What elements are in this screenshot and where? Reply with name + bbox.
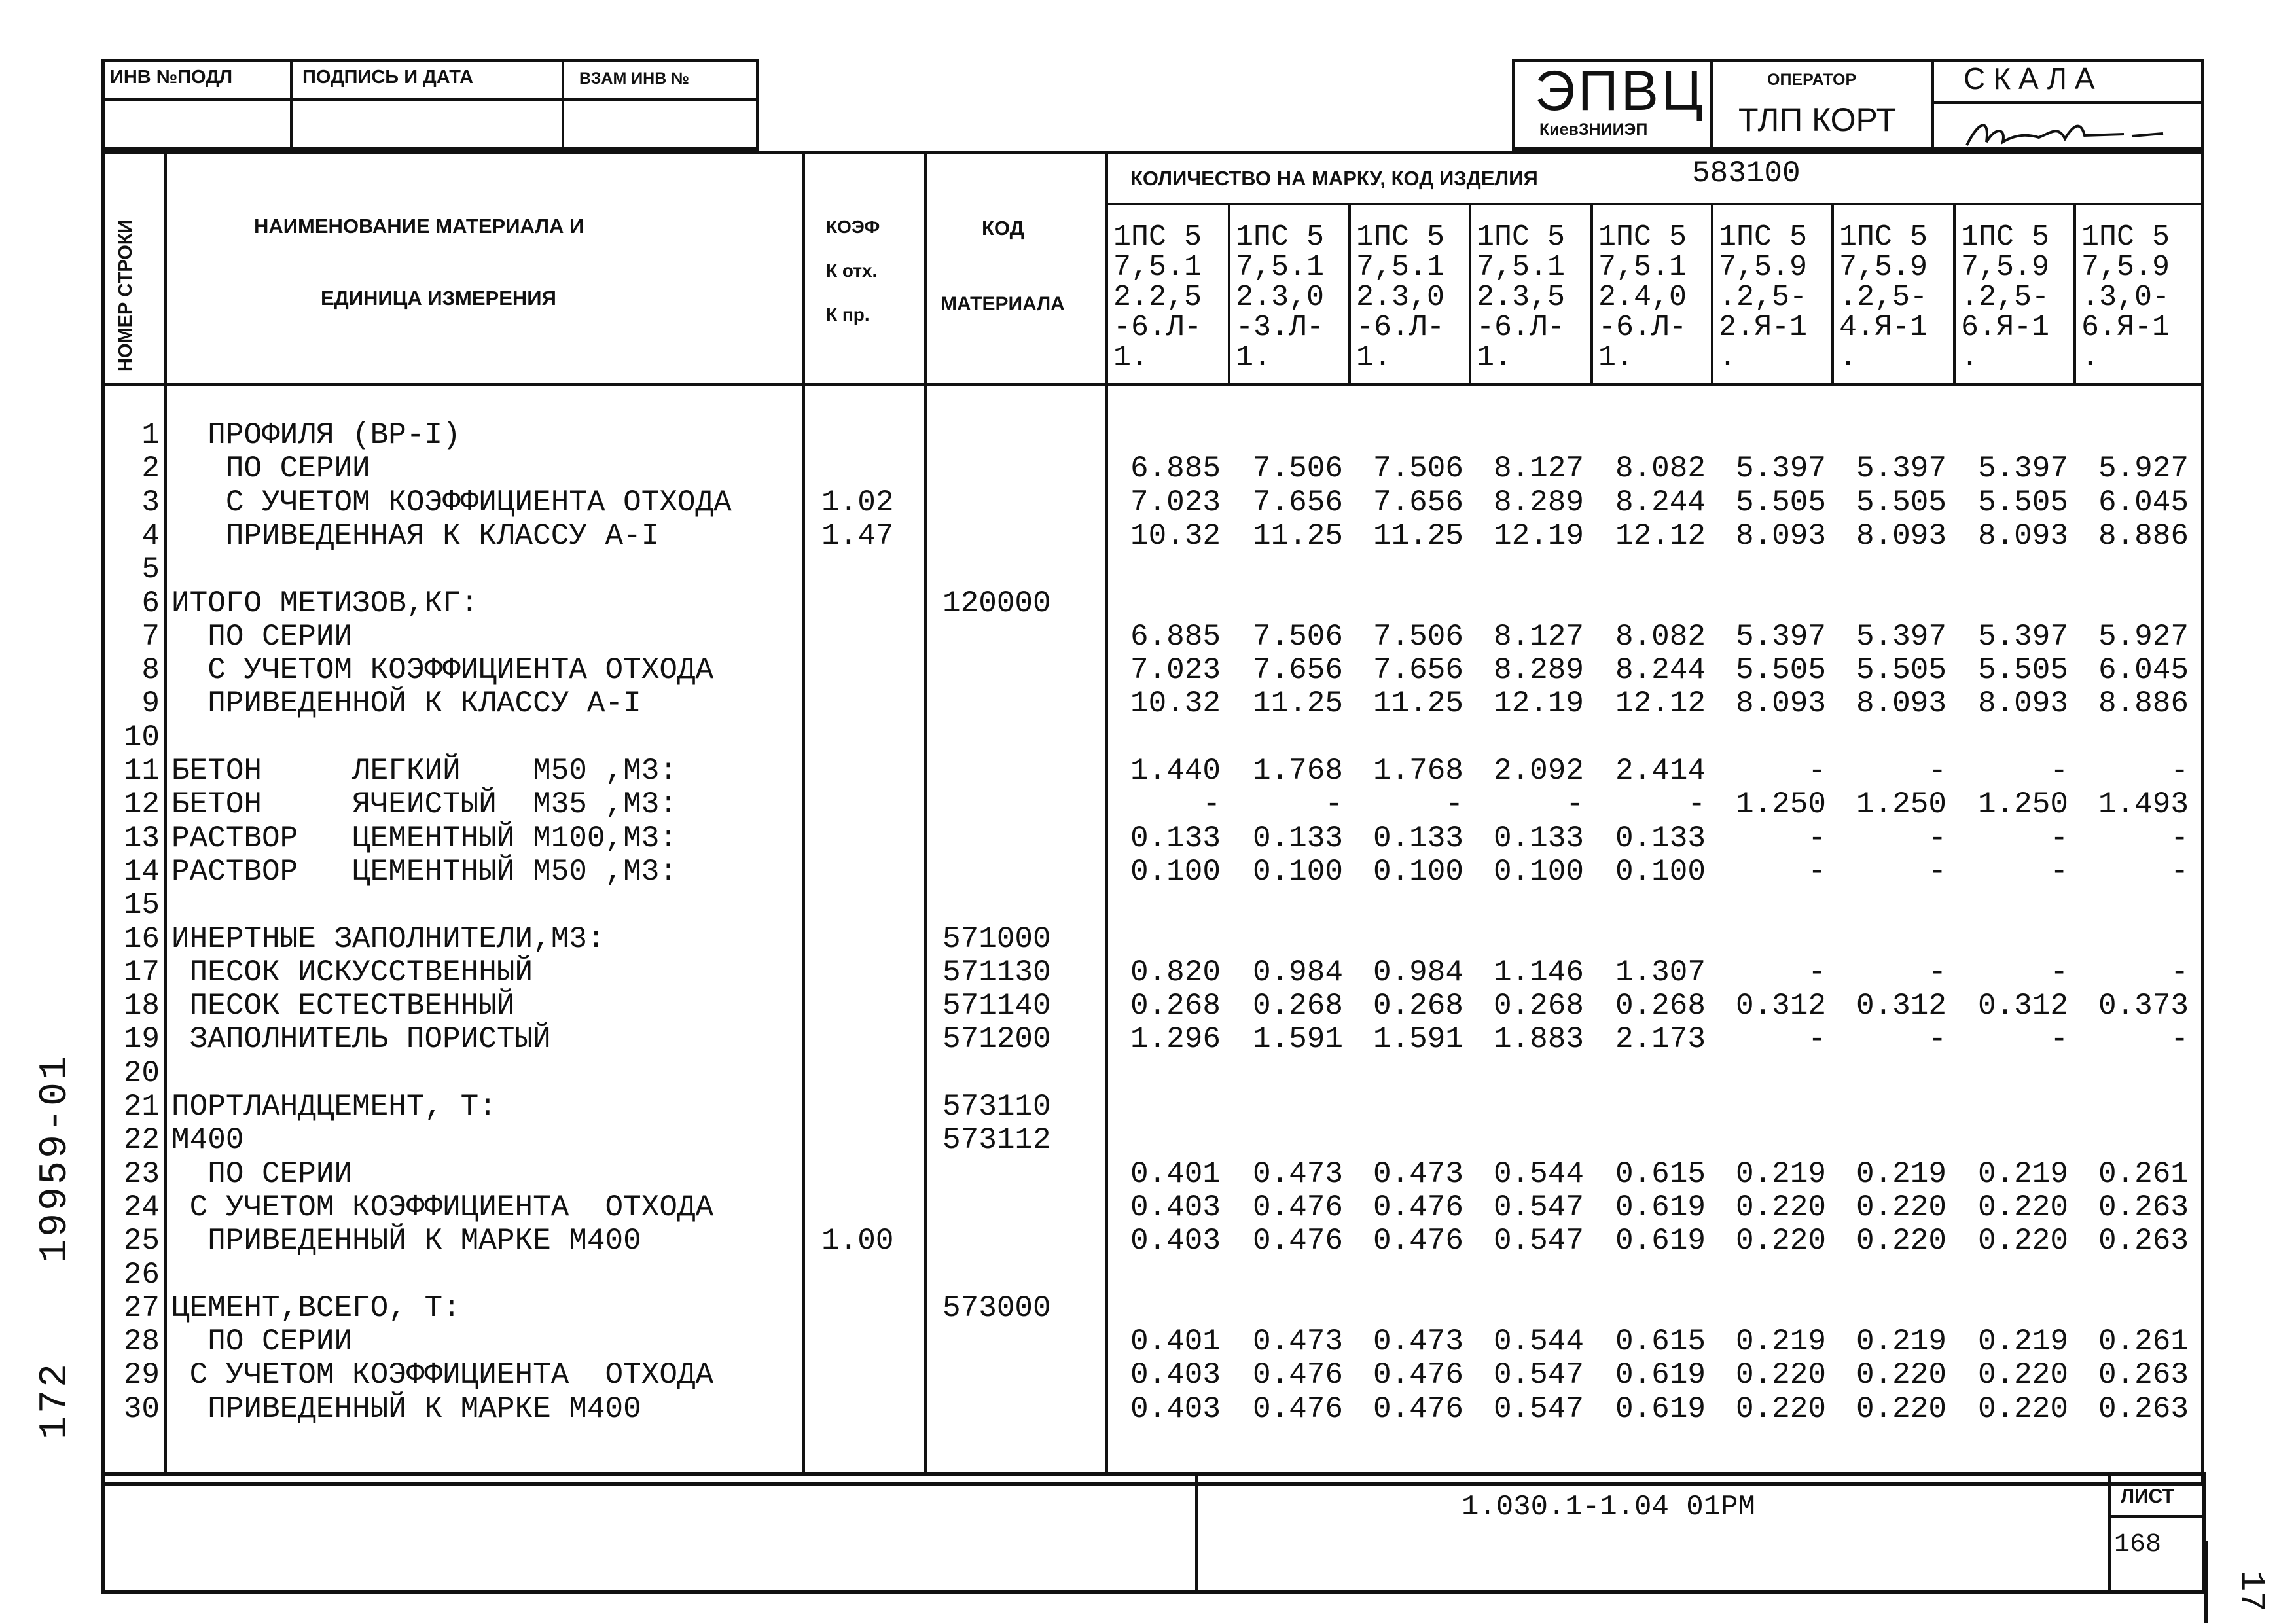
header-row-number: НОМЕР СТРОКИ: [115, 219, 136, 372]
row-material-code: 571140: [942, 989, 1051, 1024]
product-column-header: 1ПС 5 7,5.1 2.3,0 -6.Л- 1.: [1356, 221, 1445, 374]
row-value-cell: 0.220: [1977, 1391, 2068, 1426]
row-value-cell: -: [1928, 754, 1946, 788]
row-material-name: ПЕСОК ИСКУССТВЕННЫЙ: [171, 955, 533, 990]
row-value-cell: -: [1928, 854, 1946, 889]
row-value-cell: 0.268: [1130, 989, 1221, 1024]
header-code-line1: КОД: [982, 217, 1024, 240]
row-value-cell: 0.261: [2098, 1325, 2189, 1359]
row-number: 9: [141, 687, 160, 721]
row-value-cell: 1.440: [1130, 754, 1221, 788]
margin-left-code: 19959-01: [33, 1053, 78, 1263]
product-column-header: 1ПС 5 7,5.9 .2,5- 6.Я-1 .: [1961, 221, 2050, 374]
row-material-name: С УЧЕТОМ КОЭФФИЦИЕНТА ОТХОДА: [171, 1358, 714, 1393]
row-value-cell: 1.250: [1735, 787, 1826, 822]
row-value-cell: -: [2170, 754, 2189, 788]
row-value-cell: 0.263: [2098, 1358, 2189, 1393]
row-value-cell: 1.250: [1856, 787, 1946, 822]
org-name: ЭПВЦ: [1535, 60, 1706, 122]
row-number: 24: [123, 1190, 160, 1224]
row-number: 10: [123, 720, 160, 755]
row-value-cell: 0.263: [2098, 1224, 2189, 1258]
product-column-header: 1ПС 5 7,5.1 2.3,0 -3.Л- 1.: [1236, 221, 1325, 374]
row-number: 28: [123, 1325, 160, 1359]
row-value-cell: 8.127: [1493, 452, 1584, 486]
row-material-name: ПО СЕРИИ: [171, 1325, 353, 1359]
row-number: 23: [123, 1156, 160, 1191]
row-material-code: 120000: [942, 586, 1051, 620]
row-material-name: ИНЕРТНЫЕ ЗАПОЛНИТЕЛИ,М3:: [171, 921, 605, 956]
row-number: 7: [141, 619, 160, 654]
product-column-header: 1ПС 5 7,5.9 .2,5- 2.Я-1 .: [1719, 221, 1808, 374]
row-material-name: ПЕСОК ЕСТЕСТВЕННЫЙ: [171, 989, 515, 1024]
product-column-header: 1ПС 5 7,5.9 .2,5- 4.Я-1 .: [1839, 221, 1928, 374]
row-material-name: БЕТОН ЛЕГКИЙ М50 ,М3:: [171, 754, 677, 788]
margin-right-page: 17: [2232, 1571, 2270, 1612]
operator-label: ОПЕРАТОР: [1767, 71, 1857, 89]
row-value-cell: 0.220: [1735, 1190, 1826, 1224]
row-value-cell: 0.219: [1977, 1325, 2068, 1359]
row-material-name: РАСТВОР ЦЕМЕНТНЫЙ М100,М3:: [171, 821, 677, 855]
row-value-cell: -: [1566, 787, 1584, 822]
row-value-cell: 5.505: [1977, 485, 2068, 520]
row-number: 5: [141, 552, 160, 587]
row-value-cell: 0.268: [1372, 989, 1463, 1024]
row-value-cell: 0.547: [1493, 1391, 1584, 1426]
row-material-name: ПРИВЕДЕННЫЙ К МАРКЕ М400: [171, 1224, 641, 1258]
row-value-cell: 8.093: [1977, 518, 2068, 553]
row-value-cell: 0.403: [1130, 1358, 1221, 1393]
row-value-cell: 5.397: [1977, 619, 2068, 654]
row-value-cell: 5.505: [1735, 653, 1826, 688]
row-material-name: ПРОФИЛЯ (ВР-I): [171, 418, 461, 452]
row-value-cell: -: [1808, 1022, 1826, 1057]
row-value-cell: 10.32: [1130, 518, 1221, 553]
row-value-cell: 0.476: [1372, 1358, 1463, 1393]
row-value-cell: 0.473: [1372, 1325, 1463, 1359]
system-name: СКАЛА: [1964, 62, 2103, 96]
row-value-cell: 0.100: [1372, 854, 1463, 889]
row-value-cell: 6.885: [1130, 452, 1221, 486]
row-material-name: С УЧЕТОМ КОЭФФИЦИЕНТА ОТХОДА: [171, 485, 732, 520]
row-value-cell: 0.312: [1977, 989, 2068, 1024]
row-value-cell: 0.100: [1493, 854, 1584, 889]
row-value-cell: 12.19: [1493, 687, 1584, 721]
row-number: 16: [123, 921, 160, 956]
row-value-cell: 0.984: [1372, 955, 1463, 990]
header-bottom-line: [101, 383, 2204, 386]
footer-sheet-label: ЛИСТ: [2121, 1486, 2174, 1507]
row-number: 18: [123, 989, 160, 1024]
row-value-cell: 1.493: [2098, 787, 2189, 822]
row-value-cell: 0.133: [1130, 821, 1221, 855]
row-value-cell: 0.220: [1856, 1224, 1946, 1258]
row-value-cell: 1.768: [1252, 754, 1343, 788]
row-value-cell: 8.082: [1615, 452, 1706, 486]
row-material-name: С УЧЕТОМ КОЭФФИЦИЕНТА ОТХОДА: [171, 653, 714, 688]
row-material-name: ПРИВЕДЕННАЯ К КЛАССУ А-I: [171, 518, 660, 553]
row-value-cell: 0.268: [1615, 989, 1706, 1024]
operator-value: ТЛП КОРТ: [1738, 101, 1897, 138]
row-value-cell: 0.476: [1252, 1224, 1343, 1258]
footer-sheet-number: 168: [2114, 1530, 2162, 1560]
row-value-cell: 0.268: [1252, 989, 1343, 1024]
row-value-cell: 0.476: [1252, 1391, 1343, 1426]
row-value-cell: 5.397: [1856, 452, 1946, 486]
row-value-cell: 0.100: [1130, 854, 1221, 889]
row-value-cell: 12.12: [1615, 687, 1706, 721]
row-value-cell: 1.591: [1372, 1022, 1463, 1057]
row-value-cell: 8.289: [1493, 485, 1584, 520]
header-name-line1: НАИМЕНОВАНИЕ МАТЕРИАЛА И: [254, 215, 584, 238]
row-value-cell: 0.547: [1493, 1190, 1584, 1224]
header-coef-line3: К пр.: [826, 304, 870, 325]
row-value-cell: 0.401: [1130, 1156, 1221, 1191]
row-value-cell: 0.220: [1977, 1224, 2068, 1258]
row-number: 21: [123, 1090, 160, 1124]
row-value-cell: 0.100: [1252, 854, 1343, 889]
row-material-name: ЗАПОЛНИТЕЛЬ ПОРИСТЫЙ: [171, 1022, 551, 1057]
row-value-cell: -: [1202, 787, 1221, 822]
row-value-cell: 5.505: [1856, 653, 1946, 688]
row-value-cell: 0.220: [1735, 1224, 1826, 1258]
row-value-cell: 2.173: [1615, 1022, 1706, 1057]
row-value-cell: 0.476: [1252, 1190, 1343, 1224]
row-value-cell: 11.25: [1372, 687, 1463, 721]
row-value-cell: 0.476: [1372, 1391, 1463, 1426]
row-value-cell: 0.219: [1977, 1156, 2068, 1191]
row-number: 6: [141, 586, 160, 620]
row-material-name: ПО СЕРИИ: [171, 1156, 353, 1191]
podpis-data-label: ПОДПИСЬ И ДАТА: [302, 67, 474, 88]
row-coef: 1.00: [821, 1224, 894, 1258]
row-value-cell: 0.473: [1252, 1156, 1343, 1191]
row-value-cell: 1.883: [1493, 1022, 1584, 1057]
row-value-cell: 0.547: [1493, 1358, 1584, 1393]
row-number: 17: [123, 955, 160, 990]
row-value-cell: 0.219: [1735, 1325, 1826, 1359]
row-value-cell: 7.023: [1130, 653, 1221, 688]
row-number: 22: [123, 1123, 160, 1158]
row-value-cell: 8.289: [1493, 653, 1584, 688]
row-value-cell: 0.220: [1977, 1190, 2068, 1224]
row-number: 12: [123, 787, 160, 822]
row-value-cell: 0.133: [1372, 821, 1463, 855]
row-value-cell: -: [2170, 854, 2189, 889]
row-number: 27: [123, 1291, 160, 1325]
row-value-cell: 7.506: [1252, 452, 1343, 486]
row-material-name: ПРИВЕДЕННЫЙ К МАРКЕ М400: [171, 1391, 641, 1426]
row-material-name: ЦЕМЕНТ,ВСЕГО, Т:: [171, 1291, 461, 1325]
row-value-cell: 1.307: [1615, 955, 1706, 990]
row-material-code: 571000: [942, 921, 1051, 956]
row-material-name: ИТОГО МЕТИЗОВ,КГ:: [171, 586, 479, 620]
row-number: 11: [123, 754, 160, 788]
row-value-cell: 0.619: [1615, 1391, 1706, 1426]
row-value-cell: 0.403: [1130, 1190, 1221, 1224]
row-value-cell: 0.312: [1735, 989, 1826, 1024]
row-value-cell: 7.656: [1372, 653, 1463, 688]
row-value-cell: -: [1808, 821, 1826, 855]
row-value-cell: -: [1808, 854, 1826, 889]
row-value-cell: -: [2050, 854, 2068, 889]
row-value-cell: 5.505: [1735, 485, 1826, 520]
row-value-cell: 0.401: [1130, 1325, 1221, 1359]
row-value-cell: 8.082: [1615, 619, 1706, 654]
header-coef-line1: КОЭФ: [826, 217, 880, 237]
row-material-code: 573112: [942, 1123, 1051, 1158]
inv-podl-label: ИНВ №ПОДЛ: [110, 67, 233, 88]
footer-doc-code: 1.030.1-1.04 01РМ: [1462, 1491, 1755, 1524]
row-value-cell: 0.544: [1493, 1325, 1584, 1359]
row-value-cell: 0.100: [1615, 854, 1706, 889]
row-value-cell: -: [2170, 1022, 2189, 1057]
row-value-cell: 12.12: [1615, 518, 1706, 553]
row-material-name: РАСТВОР ЦЕМЕНТНЫЙ М50 ,М3:: [171, 854, 677, 889]
row-value-cell: 0.219: [1856, 1156, 1946, 1191]
row-number: 20: [123, 1056, 160, 1090]
row-value-cell: -: [1325, 787, 1343, 822]
row-value-cell: 8.244: [1615, 485, 1706, 520]
row-value-cell: 0.984: [1252, 955, 1343, 990]
row-value-cell: 0.263: [2098, 1391, 2189, 1426]
row-material-code: 571130: [942, 955, 1051, 990]
row-value-cell: 0.473: [1252, 1325, 1343, 1359]
row-number: 4: [141, 518, 160, 553]
footer-top-line: [101, 1472, 2204, 1476]
row-value-cell: 1.146: [1493, 955, 1584, 990]
row-value-cell: 8.093: [1856, 687, 1946, 721]
row-number: 8: [141, 653, 160, 688]
row-value-cell: 10.32: [1130, 687, 1221, 721]
product-column-header: 1ПС 5 7,5.1 2.4,0 -6.Л- 1.: [1598, 221, 1687, 374]
row-material-name: М400: [171, 1123, 244, 1158]
header-code-line2: МАТЕРИАЛА: [941, 293, 1065, 315]
row-value-cell: -: [2050, 1022, 2068, 1057]
row-value-cell: 8.244: [1615, 653, 1706, 688]
row-value-cell: -: [2050, 754, 2068, 788]
row-value-cell: 0.476: [1372, 1190, 1463, 1224]
row-value-cell: 0.619: [1615, 1224, 1706, 1258]
row-value-cell: -: [1808, 955, 1826, 990]
row-value-cell: 0.615: [1615, 1325, 1706, 1359]
row-value-cell: 8.093: [1856, 518, 1946, 553]
row-number: 26: [123, 1257, 160, 1292]
row-material-name: ПОРТЛАНДЦЕМЕНТ, Т:: [171, 1090, 497, 1124]
row-value-cell: 2.414: [1615, 754, 1706, 788]
row-value-cell: -: [2170, 821, 2189, 855]
row-value-cell: 0.220: [1735, 1391, 1826, 1426]
row-value-cell: -: [2050, 821, 2068, 855]
product-column-header: 1ПС 5 7,5.1 2.2,5 -6.Л- 1.: [1113, 221, 1202, 374]
row-material-name: ПРИВЕДЕННОЙ К КЛАССУ А-I: [171, 687, 641, 721]
margin-left-page: 172: [33, 1361, 78, 1440]
stamp-divider: [290, 59, 293, 151]
row-value-cell: 7.506: [1372, 452, 1463, 486]
row-value-cell: -: [1928, 1022, 1946, 1057]
row-value-cell: 0.220: [1856, 1358, 1946, 1393]
row-number: 1: [141, 418, 160, 452]
row-value-cell: -: [1808, 754, 1826, 788]
row-value-cell: -: [1445, 787, 1463, 822]
row-value-cell: 0.220: [1735, 1358, 1826, 1393]
row-value-cell: 5.927: [2098, 619, 2189, 654]
row-value-cell: -: [1928, 955, 1946, 990]
row-value-cell: 0.473: [1372, 1156, 1463, 1191]
row-material-name: БЕТОН ЯЧЕИСТЫЙ М35 ,М3:: [171, 787, 677, 822]
row-value-cell: -: [1687, 787, 1706, 822]
row-value-cell: 0.476: [1372, 1224, 1463, 1258]
header-name-line2: ЕДИНИЦА ИЗМЕРЕНИЯ: [321, 287, 556, 310]
row-value-cell: 5.505: [1856, 485, 1946, 520]
row-number: 15: [123, 888, 160, 923]
row-value-cell: -: [2050, 955, 2068, 990]
row-value-cell: 0.220: [1977, 1358, 2068, 1393]
row-value-cell: 6.045: [2098, 653, 2189, 688]
row-value-cell: 7.506: [1372, 619, 1463, 654]
row-value-cell: 0.403: [1130, 1224, 1221, 1258]
row-value-cell: 0.615: [1615, 1156, 1706, 1191]
row-value-cell: 0.219: [1856, 1325, 1946, 1359]
row-value-cell: 5.927: [2098, 452, 2189, 486]
row-value-cell: 8.886: [2098, 518, 2189, 553]
header-qty-label: КОЛИЧЕСТВО НА МАРКУ, КОД ИЗДЕЛИЯ: [1130, 167, 1538, 190]
row-value-cell: 7.506: [1252, 619, 1343, 654]
row-value-cell: 5.397: [1977, 452, 2068, 486]
row-value-cell: 7.656: [1252, 485, 1343, 520]
row-number: 13: [123, 821, 160, 855]
row-coef: 1.02: [821, 485, 894, 520]
row-value-cell: 7.023: [1130, 485, 1221, 520]
row-coef: 1.47: [821, 518, 894, 553]
row-value-cell: 0.373: [2098, 989, 2189, 1024]
row-value-cell: 0.403: [1130, 1391, 1221, 1426]
row-value-cell: -: [2170, 955, 2189, 990]
row-value-cell: 5.397: [1735, 619, 1826, 654]
row-material-code: 573110: [942, 1090, 1051, 1124]
row-value-cell: 8.093: [1977, 687, 2068, 721]
row-value-cell: 0.619: [1615, 1358, 1706, 1393]
row-value-cell: 0.476: [1252, 1358, 1343, 1393]
product-column-header: 1ПС 5 7,5.9 .3,0- 6.Я-1 .: [2081, 221, 2170, 374]
row-value-cell: 0.263: [2098, 1190, 2189, 1224]
header-coef-line2: К отх.: [826, 260, 878, 281]
row-material-name: С УЧЕТОМ КОЭФФИЦИЕНТА ОТХОДА: [171, 1190, 714, 1224]
row-value-cell: 1.591: [1252, 1022, 1343, 1057]
row-value-cell: 11.25: [1252, 518, 1343, 553]
row-number: 2: [141, 452, 160, 486]
row-value-cell: 11.25: [1252, 687, 1343, 721]
row-value-cell: 1.250: [1977, 787, 2068, 822]
signature-mark: [1960, 113, 2176, 152]
row-value-cell: 1.296: [1130, 1022, 1221, 1057]
row-value-cell: 5.397: [1856, 619, 1946, 654]
row-value-cell: 5.505: [1977, 653, 2068, 688]
row-value-cell: 8.093: [1735, 518, 1826, 553]
row-value-cell: 0.619: [1615, 1190, 1706, 1224]
row-number: 3: [141, 485, 160, 520]
row-value-cell: 0.133: [1615, 821, 1706, 855]
row-number: 30: [123, 1391, 160, 1426]
row-value-cell: 2.092: [1493, 754, 1584, 788]
row-value-cell: 8.886: [2098, 687, 2189, 721]
row-value-cell: 11.25: [1372, 518, 1463, 553]
row-number: 25: [123, 1224, 160, 1258]
row-value-cell: 0.133: [1252, 821, 1343, 855]
row-value-cell: 7.656: [1372, 485, 1463, 520]
row-value-cell: 0.219: [1735, 1156, 1826, 1191]
row-value-cell: 5.397: [1735, 452, 1826, 486]
row-value-cell: 0.547: [1493, 1224, 1584, 1258]
org-subtitle: КиевЗНИИЭП: [1539, 120, 1648, 139]
vzam-inv-label: ВЗАМ ИНВ №: [579, 69, 690, 88]
row-number: 29: [123, 1358, 160, 1393]
row-value-cell: 8.093: [1735, 687, 1826, 721]
stamp-divider: [562, 59, 564, 151]
row-value-cell: 6.045: [2098, 485, 2189, 520]
row-material-name: ПО СЕРИИ: [171, 452, 370, 486]
row-number: 19: [123, 1022, 160, 1057]
row-value-cell: 0.220: [1856, 1391, 1946, 1426]
row-value-cell: 0.220: [1856, 1190, 1946, 1224]
row-number: 14: [123, 854, 160, 889]
row-value-cell: 0.261: [2098, 1156, 2189, 1191]
stamp-divider: [101, 98, 759, 101]
row-value-cell: 6.885: [1130, 619, 1221, 654]
row-value-cell: 0.133: [1493, 821, 1584, 855]
row-material-code: 571200: [942, 1022, 1051, 1057]
row-material-code: 573000: [942, 1291, 1051, 1325]
row-value-cell: 7.656: [1252, 653, 1343, 688]
row-value-cell: 0.312: [1856, 989, 1946, 1024]
product-column-header: 1ПС 5 7,5.1 2.3,5 -6.Л- 1.: [1477, 221, 1566, 374]
row-value-cell: 0.268: [1493, 989, 1584, 1024]
row-value-cell: 8.127: [1493, 619, 1584, 654]
row-material-name: ПО СЕРИИ: [171, 619, 353, 654]
row-value-cell: 0.820: [1130, 955, 1221, 990]
header-product-code: 583100: [1692, 156, 1801, 190]
row-value-cell: 1.768: [1372, 754, 1463, 788]
row-value-cell: -: [1928, 821, 1946, 855]
row-value-cell: 0.544: [1493, 1156, 1584, 1191]
row-value-cell: 12.19: [1493, 518, 1584, 553]
